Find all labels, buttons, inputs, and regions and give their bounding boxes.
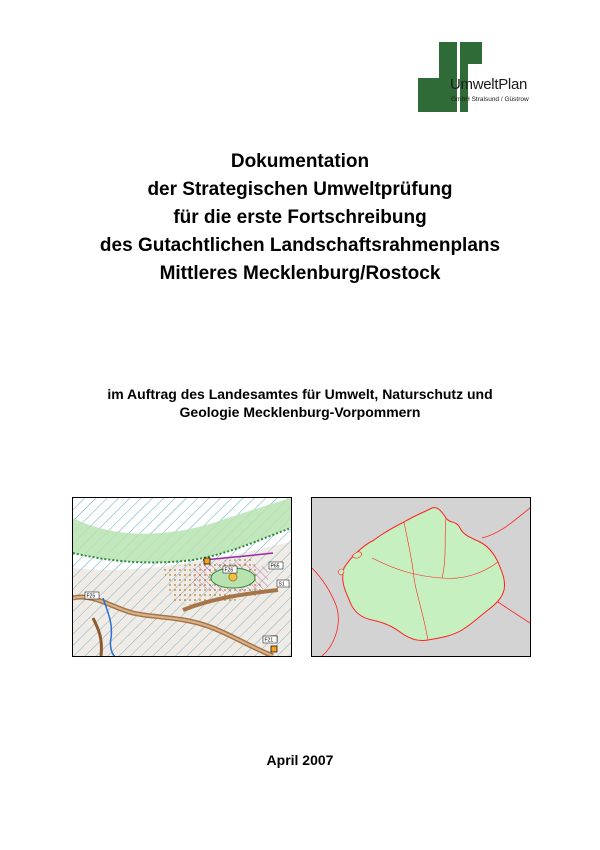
subtitle-line: im Auftrag des Landesamtes für Umwelt, Naturschutz und (107, 386, 493, 402)
map-label (277, 580, 289, 588)
logo-name: UmweltPlan (450, 76, 528, 93)
title-line: des Gutachtlichen Landschaftsrahmenplans (99, 235, 501, 256)
title-line: Mittleres Mecklenburg/Rostock (159, 263, 441, 284)
commissioned-by (0, 385, 600, 421)
region-overview-map (311, 497, 531, 657)
document-title (0, 148, 600, 288)
map-label (85, 592, 99, 600)
landscape-detail-map (72, 497, 292, 657)
title-line: Dokumentation (230, 151, 370, 172)
map-label-text: P65 (270, 563, 280, 570)
map-label-text: F26 (224, 567, 234, 574)
logo-subline: GmbH Stralsund / Güstrow (451, 96, 529, 103)
map-label-text: F25 (86, 593, 96, 600)
map-label (263, 636, 277, 644)
title-line: der Strategischen Umweltprüfung (147, 179, 453, 200)
map-label-text: S1 (278, 581, 285, 588)
map-label-text: F21 (264, 637, 274, 644)
subtitle-line: Geologie Mecklenburg-Vorpommern (179, 404, 421, 420)
map-label (269, 562, 283, 570)
publication-date: April 2007 (266, 752, 334, 768)
map-label (223, 566, 237, 574)
title-line: für die erste Fortschreibung (173, 207, 427, 228)
